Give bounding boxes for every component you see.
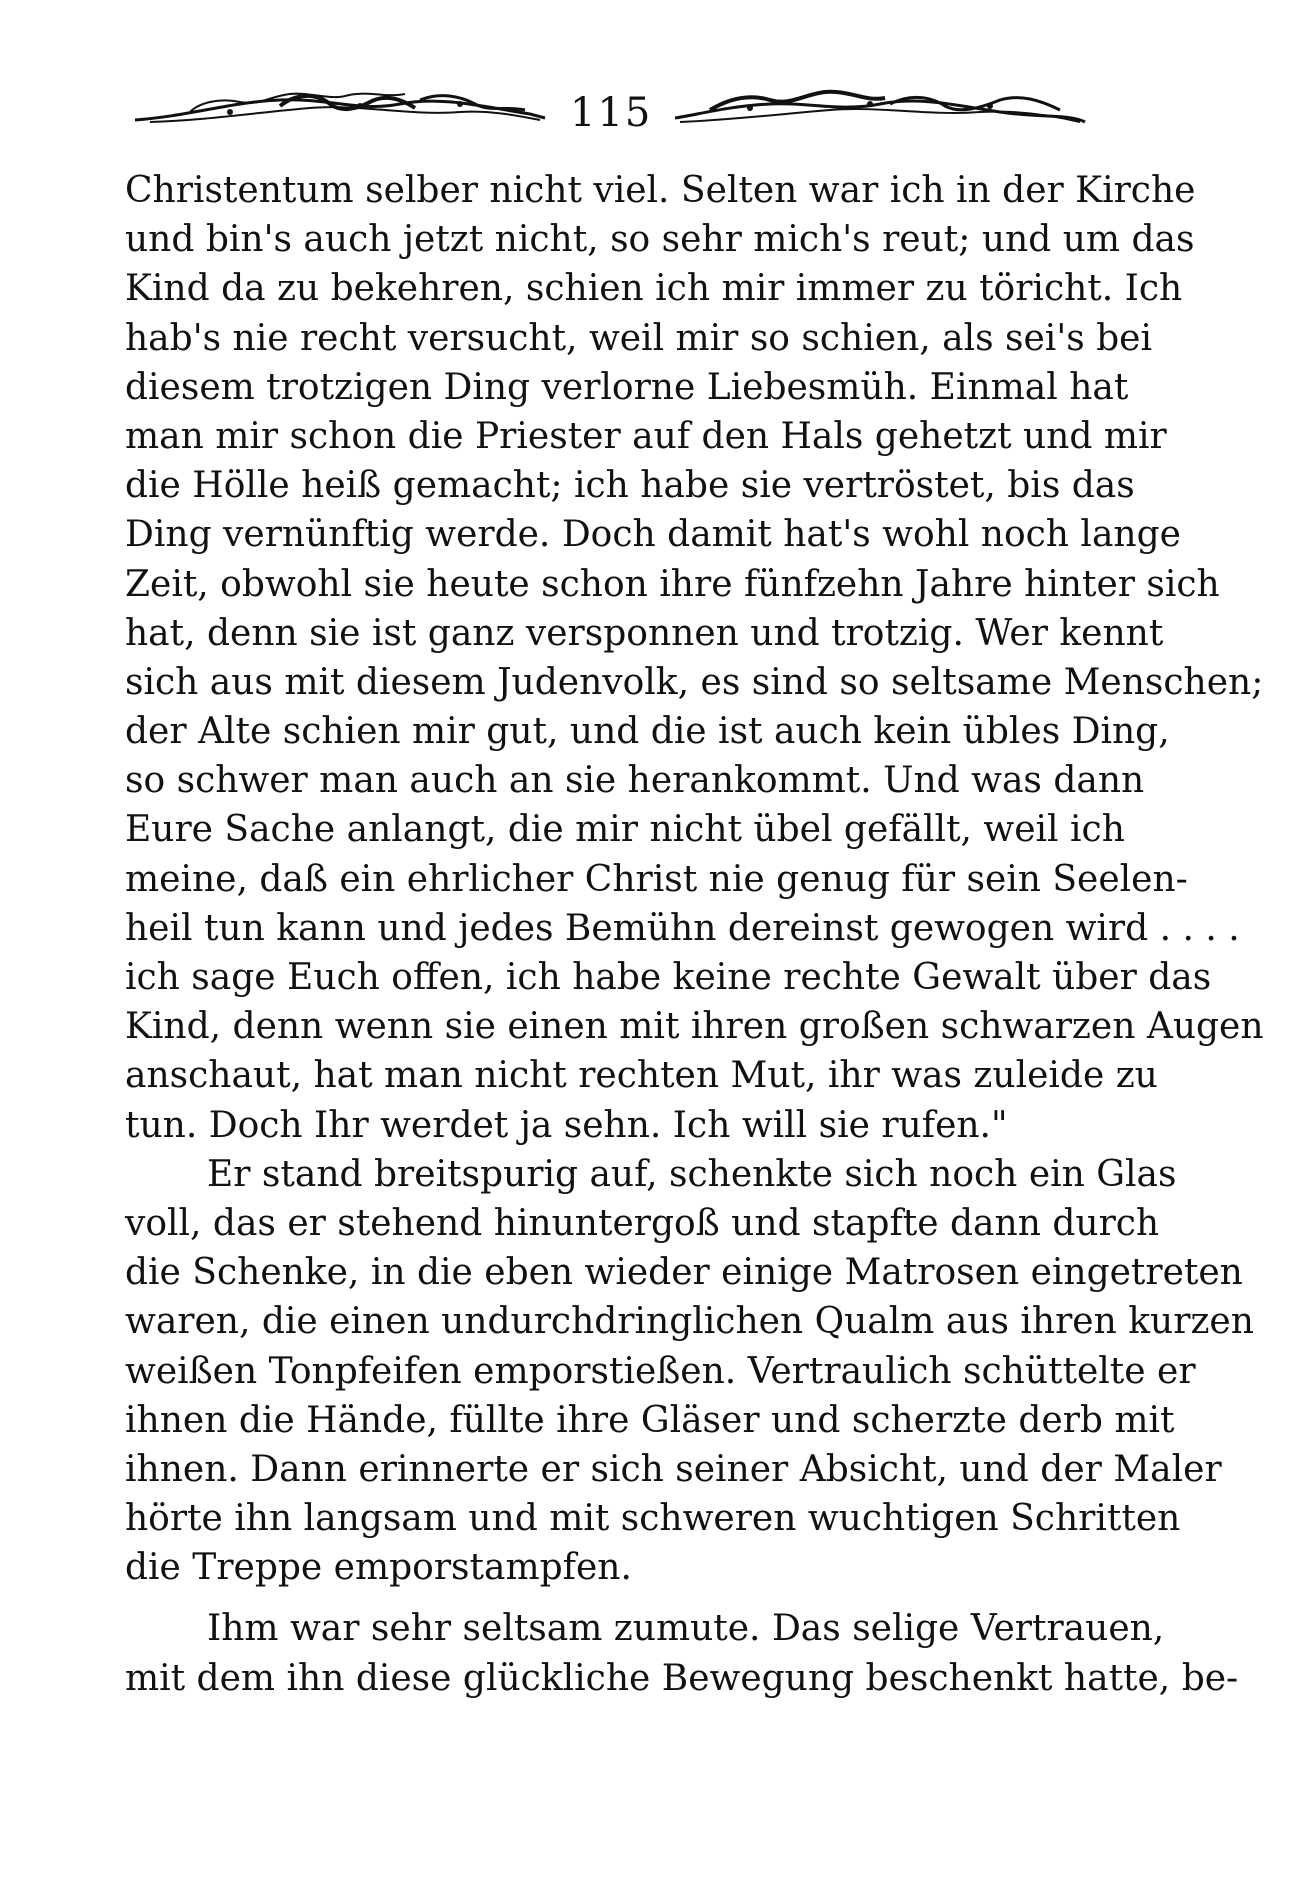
text-line: hab's nie recht versucht, weil mir so schien, als sei's bei <box>125 317 1153 359</box>
text-line: Eure Sache anlangt, die mir nicht übel gefällt, weil ich <box>125 809 1125 851</box>
text-line: ihnen. Dann erinnerte er sich seiner Absicht, und der Maler <box>125 1448 1222 1490</box>
paragraph-gap <box>125 1592 1085 1604</box>
text-line: Kind, denn wenn sie einen mit ihren großen schwarzen Augen <box>125 1006 1264 1048</box>
left-ornament-icon <box>130 82 550 142</box>
paragraph-start-line: Ihm war sehr seltsam zumute. Das selige Vertrauen, <box>207 1608 1165 1650</box>
page-header <box>130 82 1090 142</box>
text-line: die Schenke, in die eben wieder einige Matrosen eingetreten <box>125 1252 1243 1294</box>
text-line: so schwer man auch an sie herankommt. Und was dann <box>125 760 1145 802</box>
text-line: meine, daß ein ehrlicher Christ nie genug für sein Seelen- <box>125 858 1188 900</box>
text-line: Zeit, obwohl sie heute schon ihre fünfzehn Jahre hinter sich <box>125 563 1220 605</box>
text-line: ich sage Euch offen, ich habe keine rechte Gewalt über das <box>125 957 1212 998</box>
text-line: der Alte schien mir gut, und die ist auch kein übles Ding, <box>125 711 1170 753</box>
text-line: mit dem ihn diese glückliche Bewegung beschenkt hatte, be- <box>125 1657 1239 1699</box>
text-line: die Treppe emporstampfen. <box>125 1547 632 1589</box>
text-line: voll, das er stehend hinuntergoß und stapfte dann durch <box>125 1202 1160 1244</box>
right-ornament-icon <box>670 82 1090 142</box>
paragraph-start-line: Er stand breitspurig auf, schenkte sich noch ein Glas <box>207 1153 1177 1195</box>
text-line: Ding vernünftig werde. Doch damit hat's wohl noch lange <box>125 514 1181 556</box>
text-line: ihnen die Hände, füllte ihre Gläser und scherzte derb mit <box>125 1399 1175 1441</box>
text-line: Christentum selber nicht viel. Selten war ich in der Kirche <box>125 170 1196 211</box>
page-number: 115 <box>570 90 653 136</box>
text-line: waren, die einen undurchdringlichen Qualm aus ihren kurzen <box>125 1301 1254 1343</box>
text-line: diesem trotzigen Ding verlorne Liebesmüh. Einmal hat <box>125 366 1129 408</box>
text-line: sich aus mit diesem Judenvolk, es sind so seltsame Menschen; <box>125 661 1264 703</box>
text-line: heil tun kann und jedes Bemühn dereinst gewogen wird . . . . <box>125 907 1240 949</box>
text-line: weißen Tonpfeifen emporstießen. Vertraulich schüttelte er <box>125 1350 1196 1392</box>
text-line: anschaut, hat man nicht rechten Mut, ihr was zuleide zu <box>125 1055 1158 1097</box>
text-line: man mir schon die Priester auf den Hals gehetzt und mir <box>125 415 1167 457</box>
text-line: Kind da zu bekehren, schien ich mir immer zu töricht. Ich <box>125 268 1183 310</box>
text-line: hat, denn sie ist ganz versponnen und trotzig. Wer kennt <box>125 612 1164 654</box>
text-line: die Hölle heiß gemacht; ich habe sie vertröstet, bis das <box>125 465 1135 507</box>
text-line: und bin's auch jetzt nicht, so sehr mich's reut; und um das <box>125 219 1195 261</box>
text-line: tun. Doch Ihr werdet ja sehn. Ich will sie rufen." <box>125 1104 1008 1146</box>
text-line: hörte ihn langsam und mit schweren wuchtigen Schritten <box>125 1498 1181 1540</box>
body-text <box>125 166 1264 1703</box>
